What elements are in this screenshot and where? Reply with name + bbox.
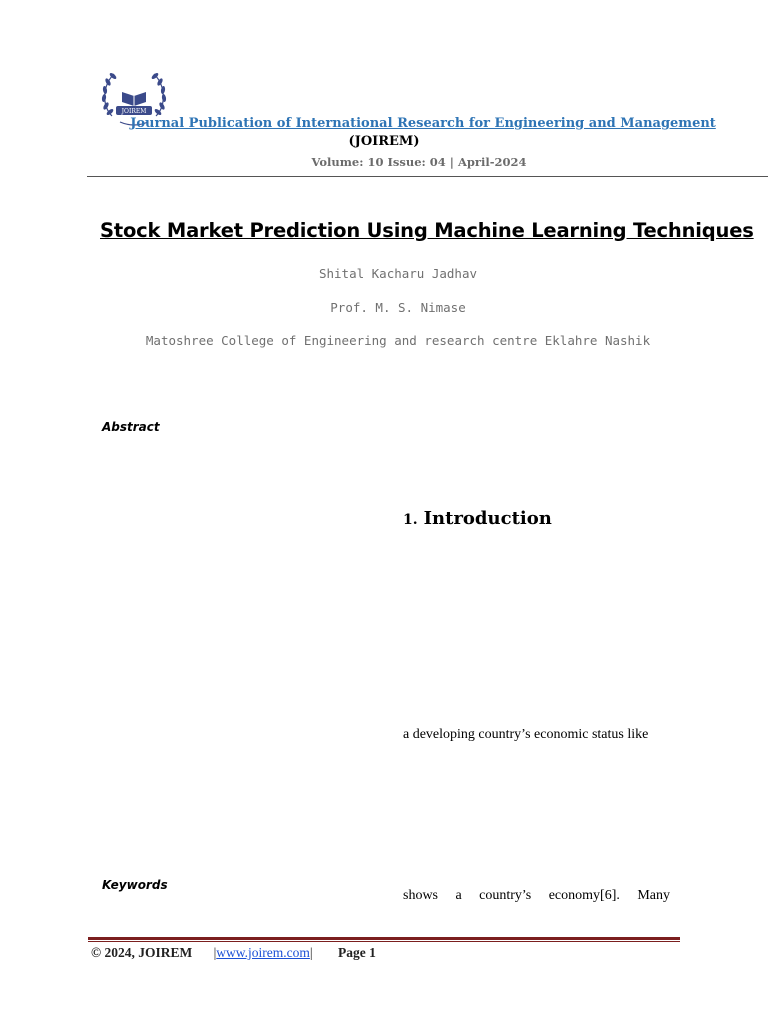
author-2: Prof. M. S. Nimase <box>330 300 466 315</box>
logo-text: JOIREM <box>121 108 147 115</box>
journal-name-link[interactable]: Journal Publication of International Research for Engineering and Management <box>130 116 716 131</box>
page-footer <box>91 945 376 961</box>
footer-divider-thin <box>88 941 680 942</box>
journal-abbreviation: (JOIREM) <box>348 134 420 149</box>
intro-text-fragment-2: shows a country’s economy[6]. Many <box>403 888 670 903</box>
intro-text-fragment-1: a developing country’s economic status like <box>403 727 649 742</box>
footer-page-number: Page 1 <box>337 945 376 960</box>
section-title: Introduction <box>423 508 552 529</box>
footer-copyright: © 2024, JOIREM <box>91 945 193 960</box>
paper-title: Stock Market Prediction Using Machine Learning Techniques <box>100 219 754 242</box>
footer-separator-left: | <box>213 945 217 960</box>
footer-divider-thick <box>88 937 680 940</box>
author-1: Shital Kacharu Jadhav <box>318 266 478 281</box>
footer-separator-right: | <box>309 945 313 960</box>
author-affiliation: Matoshree College of Engineering and research centre Eklahre Nashik <box>145 333 651 348</box>
volume-issue-line: Volume: 10 Issue: 04 | April-2024 <box>311 155 527 169</box>
header-divider <box>87 176 768 177</box>
keywords-heading: Keywords <box>102 878 168 892</box>
introduction-heading <box>403 508 552 529</box>
section-number: 1. <box>403 512 418 528</box>
footer-website-link[interactable]: www.joirem.com <box>216 945 310 960</box>
abstract-heading: Abstract <box>102 420 160 434</box>
